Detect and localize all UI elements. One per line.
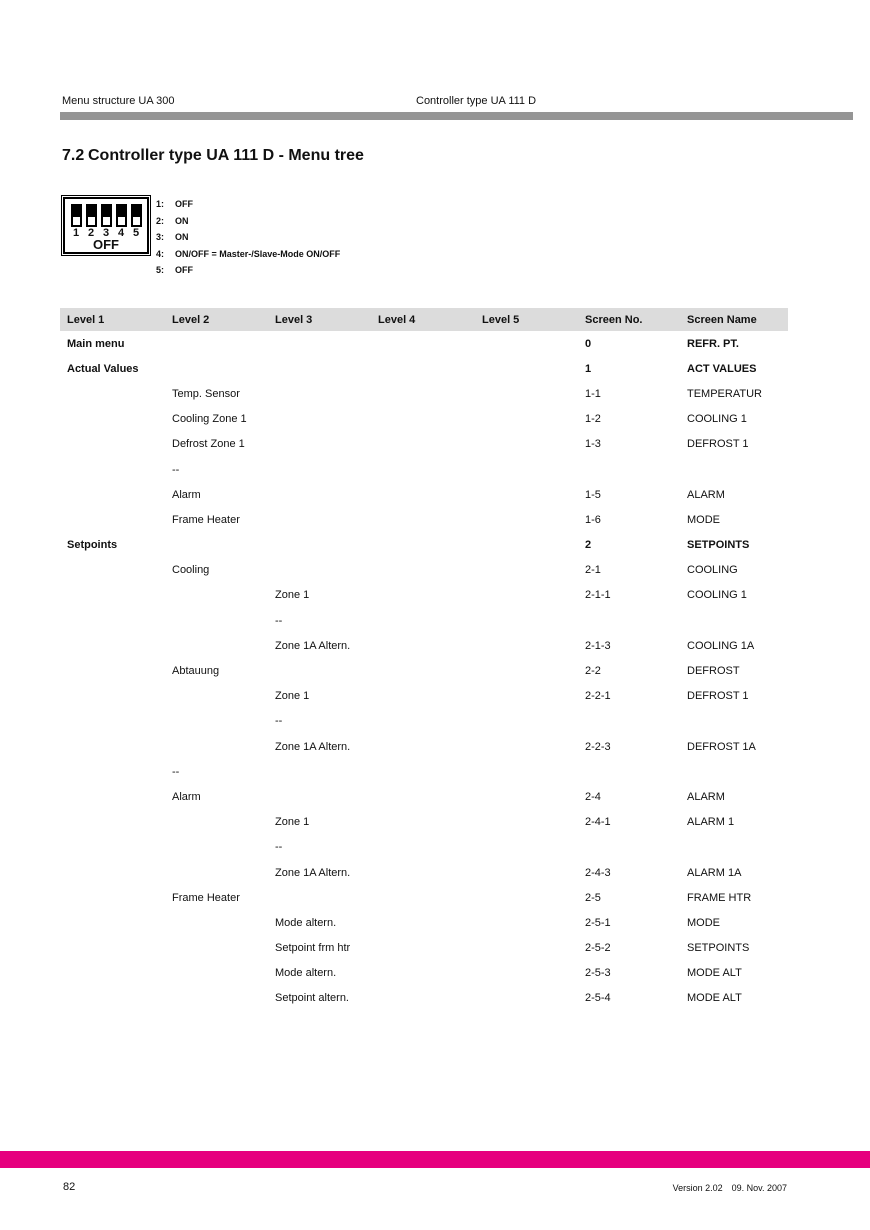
row-label: Zone 1: [275, 690, 310, 703]
dip-switch-notch: [88, 217, 95, 225]
dip-switch-icon: [131, 204, 142, 227]
row-screen-no: 2-2: [585, 665, 601, 678]
row-label: Mode altern.: [275, 916, 337, 929]
section-title: [62, 147, 364, 165]
column-header: Level 1: [67, 314, 105, 326]
table-row: [60, 507, 788, 532]
row-label: --: [172, 463, 180, 476]
row-screen-name: COOLING 1: [687, 413, 747, 426]
dip-switch-number: 5: [132, 227, 140, 239]
row-label: Zone 1A Altern.: [275, 740, 351, 753]
row-label: Actual Values: [67, 362, 139, 375]
table-row: [60, 910, 788, 935]
table-row: [60, 533, 788, 558]
table-row: [60, 961, 788, 986]
dip-switch-figure: [63, 197, 149, 254]
row-label: Abtauung: [172, 665, 220, 678]
legend-item: [156, 249, 340, 266]
dip-switch-off-label: OFF: [93, 237, 119, 252]
row-label: Setpoints: [67, 539, 118, 552]
row-screen-no: 2-2-3: [585, 740, 611, 753]
row-label: Setpoint altern.: [275, 992, 349, 1005]
table-row: [60, 658, 788, 683]
row-screen-name: DEFROST 1: [687, 438, 749, 451]
row-label: Zone 1: [275, 816, 310, 829]
legend-item: [156, 232, 340, 249]
legend-item-text: ON: [175, 232, 189, 242]
row-label: --: [275, 614, 283, 627]
table-row: [60, 457, 788, 482]
page-number: 82: [63, 1181, 76, 1193]
table-row: [60, 860, 788, 885]
row-screen-no: 1-2: [585, 413, 601, 426]
row-screen-name: SETPOINTS: [687, 942, 750, 955]
row-label: Frame Heater: [172, 513, 240, 526]
table-row: [60, 558, 788, 583]
row-screen-no: 2-5-1: [585, 916, 611, 929]
row-label: Temp. Sensor: [172, 387, 240, 400]
row-screen-no: 2-4-3: [585, 866, 611, 879]
table-row: [60, 936, 788, 961]
row-label: Alarm: [172, 488, 201, 501]
legend-item-number: 1:: [156, 199, 165, 209]
footer-version: [673, 1183, 787, 1193]
table-row: [60, 835, 788, 860]
legend-item-text: OFF: [175, 199, 193, 209]
table-row: [60, 331, 788, 356]
column-header: Level 4: [378, 314, 416, 326]
row-screen-no: 2-5-2: [585, 942, 611, 955]
row-screen-no: 2: [585, 539, 592, 552]
table-row: [60, 407, 788, 432]
table-row: [60, 885, 788, 910]
table-row: [60, 356, 788, 381]
legend-item: [156, 265, 340, 282]
footer-accent-bar: [0, 1151, 870, 1168]
row-screen-no: 1-5: [585, 488, 601, 501]
row-label: Zone 1A Altern.: [275, 866, 351, 879]
legend-item-text: OFF: [175, 265, 193, 275]
legend-item-number: 5:: [156, 265, 165, 275]
row-screen-no: 1-1: [585, 387, 601, 400]
table-row: [60, 759, 788, 784]
dip-switch-row: [65, 204, 147, 227]
row-screen-name: ALARM 1A: [687, 866, 742, 879]
header-left-text: Menu structure UA 300: [62, 95, 175, 107]
row-label: Mode altern.: [275, 967, 337, 980]
row-screen-no: 0: [585, 337, 592, 350]
row-screen-no: 1: [585, 362, 592, 375]
row-screen-name: MODE: [687, 513, 720, 526]
table-row: [60, 482, 788, 507]
column-header: Screen Name: [687, 314, 757, 326]
legend-item-number: 4:: [156, 248, 165, 259]
row-label: Main menu: [67, 337, 125, 350]
section-title-text: Controller type UA 111 D - Menu tree: [88, 147, 364, 164]
dip-switch-notch: [133, 217, 140, 225]
row-screen-no: 2-1-1: [585, 589, 611, 602]
column-header: Level 3: [275, 314, 313, 326]
row-label: --: [172, 765, 180, 778]
table-row: [60, 810, 788, 835]
row-label: --: [275, 841, 283, 854]
row-screen-name: ALARM 1: [687, 816, 735, 829]
row-screen-no: 2-5-3: [585, 967, 611, 980]
row-label: Frame Heater: [172, 891, 240, 904]
row-screen-name: MODE: [687, 916, 720, 929]
row-screen-no: 2-1: [585, 564, 601, 577]
row-screen-no: 2-2-1: [585, 690, 611, 703]
row-screen-name: ACT VALUES: [687, 362, 757, 375]
table-row: [60, 583, 788, 608]
dip-switch-number: 1: [72, 227, 80, 239]
row-screen-name: DEFROST 1: [687, 690, 749, 703]
table-row: [60, 709, 788, 734]
row-screen-no: 2-5-4: [585, 992, 611, 1005]
dip-switch-icon: [116, 204, 127, 227]
row-screen-no: 1-6: [585, 513, 601, 526]
legend-item: [156, 216, 340, 233]
table-row: [60, 633, 788, 658]
table-rows: [60, 331, 788, 1011]
column-header: Level 2: [172, 314, 210, 326]
row-screen-name: COOLING 1A: [687, 639, 755, 652]
row-screen-no: 2-4: [585, 790, 601, 803]
row-label: Zone 1A Altern.: [275, 639, 351, 652]
dip-switch-icon: [101, 204, 112, 227]
row-label: Cooling Zone 1: [172, 413, 247, 426]
section-number: 7.2: [62, 147, 85, 164]
table-row: [60, 684, 788, 709]
table-row: [60, 432, 788, 457]
table-row: [60, 381, 788, 406]
date-text: 09. Nov. 2007: [731, 1183, 787, 1193]
dip-switch-number: 4: [117, 227, 125, 239]
legend-item-text: ON/OFF = Master-/Slave-Mode ON/OFF: [175, 248, 341, 259]
row-screen-name: MODE ALT: [687, 967, 742, 980]
table-header-row: [60, 308, 788, 331]
row-screen-no: 2-5: [585, 891, 601, 904]
table-row: [60, 608, 788, 633]
header-rule: [60, 112, 853, 120]
table-row: [60, 986, 788, 1011]
row-label: Setpoint frm htr: [275, 942, 351, 955]
legend-item-text: ON: [175, 215, 189, 226]
table-row: [60, 784, 788, 809]
row-screen-name: DEFROST: [687, 665, 740, 678]
dip-switch-notch: [103, 217, 110, 225]
legend-item-number: 3:: [156, 232, 165, 242]
row-screen-no: 1-3: [585, 438, 601, 451]
row-screen-no: 2-1-3: [585, 639, 611, 652]
dip-switch-notch: [73, 217, 80, 225]
header-right-text: Controller type UA 111 D: [416, 95, 537, 107]
legend-item: [156, 199, 340, 216]
table-row: [60, 734, 788, 759]
row-screen-name: FRAME HTR: [687, 891, 752, 904]
row-screen-name: COOLING 1: [687, 589, 747, 602]
column-header: Level 5: [482, 314, 520, 326]
row-label: Alarm: [172, 790, 201, 803]
dip-switch-number: 3: [102, 227, 110, 239]
row-screen-no: 2-4-1: [585, 816, 611, 829]
row-label: --: [275, 715, 283, 728]
row-screen-name: REFR. PT.: [687, 337, 739, 350]
dip-switch-icon: [71, 204, 82, 227]
row-screen-name: SETPOINTS: [687, 539, 750, 552]
row-label: Defrost Zone 1: [172, 438, 245, 451]
row-screen-name: TEMPERATUR: [687, 387, 762, 400]
row-screen-name: COOLING: [687, 564, 738, 577]
row-label: Zone 1: [275, 589, 310, 602]
legend-item-number: 2:: [156, 215, 165, 226]
dip-switch-legend: [156, 199, 340, 282]
row-label: Cooling: [172, 564, 210, 577]
row-screen-name: ALARM: [687, 790, 725, 803]
column-header: Screen No.: [585, 314, 643, 326]
dip-switch-notch: [118, 217, 125, 225]
dip-switch-icon: [86, 204, 97, 227]
dip-switch-number: 2: [87, 227, 95, 239]
row-screen-name: DEFROST 1A: [687, 740, 756, 753]
row-screen-name: ALARM: [687, 488, 725, 501]
version-text: Version 2.02: [672, 1183, 723, 1193]
row-screen-name: MODE ALT: [687, 992, 742, 1005]
